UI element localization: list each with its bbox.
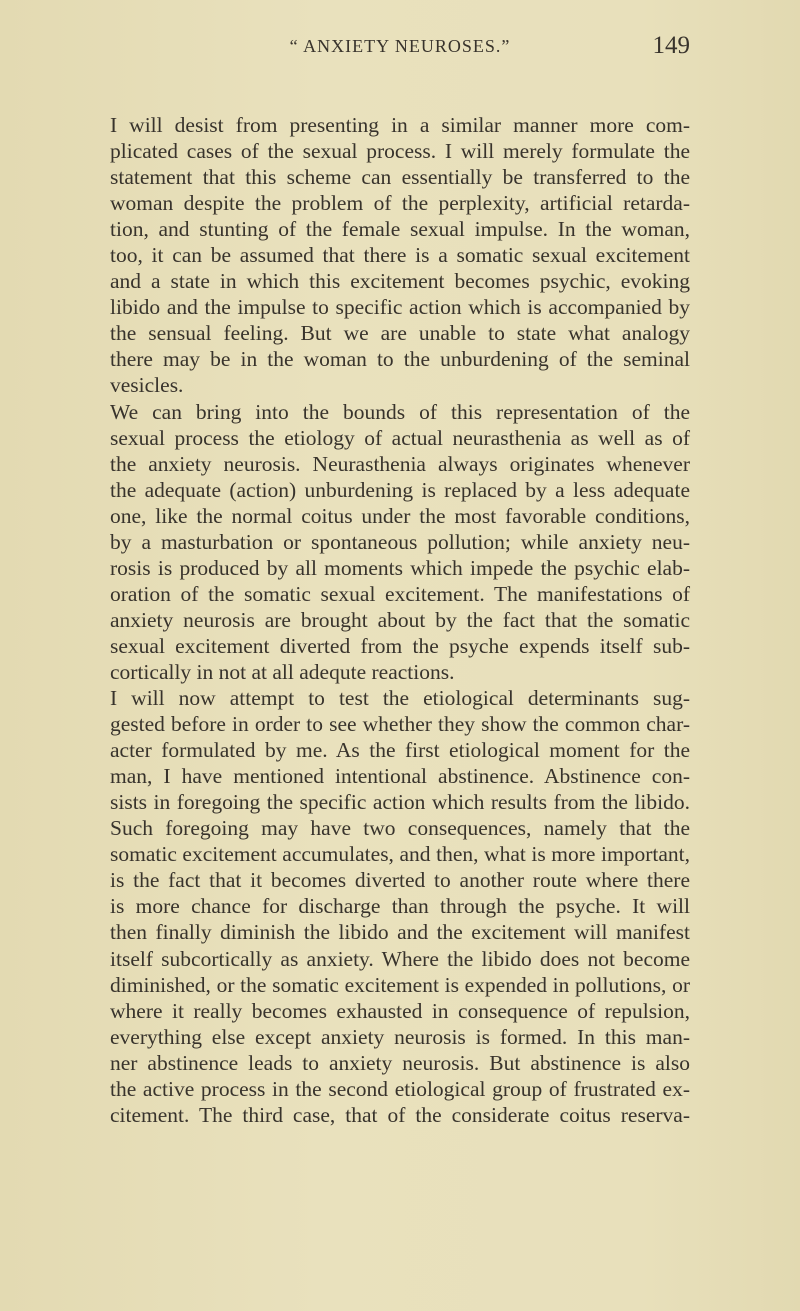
text-line: one, like the normal coitus under the most favorable conditions, — [110, 503, 690, 528]
text-line: Such foregoing may have two consequences, namely that the — [110, 816, 690, 841]
text-line: and a state in which this excitement becomes psychic, evoking — [110, 269, 690, 294]
text-line: We can bring into the bounds of this representation of the — [110, 399, 690, 424]
text-line: everything else except anxiety neurosis is formed. In this man- — [110, 1024, 690, 1049]
text-line: is more chance for discharge than through the psyche. It will — [110, 894, 690, 919]
text-line: vesicles. — [110, 373, 184, 398]
text-line: statement that this scheme can essentially be transferred to the — [110, 165, 690, 190]
text-line: somatic excitement accumulates, and then, what is more important, — [110, 842, 690, 867]
text-line: by a masturbation or spontaneous pollution; while anxiety neu- — [110, 529, 690, 554]
text-line: tion, and stunting of the female sexual impulse. In the woman, — [110, 217, 690, 242]
body-text — [110, 112, 690, 1128]
text-line: acter formulated by me. As the first etiological moment for the — [110, 738, 690, 763]
text-line: sexual process the etiology of actual neurasthenia as well as of — [110, 425, 690, 450]
text-line: I will desist from presenting in a similar manner more com- — [110, 113, 690, 137]
text-line: woman despite the problem of the perplexity, artificial retarda- — [110, 191, 690, 216]
text-line: anxiety neurosis are brought about by the fact that the somatic — [110, 607, 690, 632]
text-line: is the fact that it becomes diverted to another route where there — [110, 868, 690, 893]
text-line: sexual excitement diverted from the psyche expends itself sub- — [110, 633, 690, 658]
text-line: I will now attempt to test the etiological determinants sug- — [110, 686, 690, 711]
text-line: cortically in not at all adequte reactions. — [110, 659, 455, 684]
text-line: the adequate (action) unburdening is replaced by a less adequate — [110, 477, 690, 502]
text-line: citement. The third case, that of the considerate coitus reserva- — [110, 1102, 690, 1127]
text-line: there may be in the woman to the unburdening of the seminal — [110, 347, 690, 372]
text-line: gested before in order to see whether they show the common char- — [110, 712, 690, 737]
text-line: diminished, or the somatic excitement is expended in pollutions, or — [110, 972, 690, 997]
page-header — [110, 32, 690, 70]
text-line: man, I have mentioned intentional abstinence. Abstinence con- — [110, 764, 690, 789]
running-title: “ ANXIETY NEUROSES.” — [289, 36, 511, 56]
text-line: the sensual feeling. But we are unable to state what analogy — [110, 321, 690, 346]
text-line: where it really becomes exhausted in consequence of repulsion, — [110, 998, 690, 1023]
text-line: ner abstinence leads to anxiety neurosis. But abstinence is also — [110, 1050, 690, 1075]
text-line: the anxiety neurosis. Neurasthenia always originates whenever — [110, 451, 690, 476]
text-line: too, it can be assumed that there is a somatic sexual excitement — [110, 243, 690, 268]
page-number: 149 — [652, 32, 690, 59]
text-line: rosis is produced by all moments which impede the psychic elab- — [110, 555, 690, 580]
text-line: plicated cases of the sexual process. I will merely formulate the — [110, 139, 690, 164]
text-line: then finally diminish the libido and the excitement will manifest — [110, 920, 690, 945]
text-line: the active process in the second etiological group of frustrated ex- — [110, 1076, 690, 1101]
text-line: libido and the impulse to specific action which is accompanied by — [110, 295, 690, 320]
text-line: sists in foregoing the specific action which results from the libido. — [110, 790, 690, 815]
text-line: itself subcortically as anxiety. Where the libido does not become — [110, 946, 690, 971]
text-line: oration of the somatic sexual excitement. The manifestations of — [110, 581, 690, 606]
